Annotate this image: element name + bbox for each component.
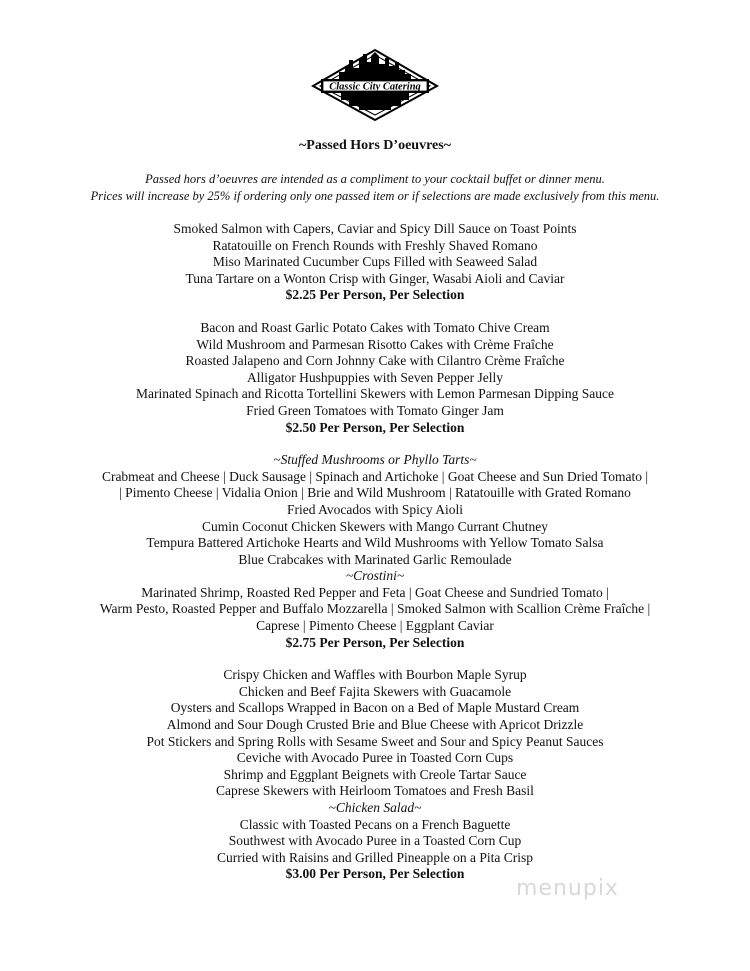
section-price: $2.25 Per Person, Per Selection xyxy=(285,287,465,303)
menu-item: | Pimento Cheese | Vidalia Onion | Brie and Wild Mushroom | Ratatouille with Grated Romano xyxy=(119,485,631,501)
menu-item: Southwest with Avocado Puree in a Toasted Corn Cup xyxy=(228,833,522,849)
menu-item: Ceviche with Avocado Puree in Toasted Corn Cups xyxy=(236,750,514,766)
section-price: $3.00 Per Person, Per Selection xyxy=(285,866,465,882)
menu-item: Roasted Jalapeno and Corn Johnny Cake with Cilantro Crème Fraîche xyxy=(185,353,565,369)
menu-item: Almond and Sour Dough Crusted Brie and Blue Cheese with Apricot Drizzle xyxy=(166,717,584,733)
page-title: ~Passed Hors D’oeuvres~ xyxy=(299,138,451,153)
subheading: ~Stuffed Mushrooms or Phyllo Tarts~ xyxy=(273,452,477,468)
menu-item: Miso Marinated Cucumber Cups Filled with Seaweed Salad xyxy=(212,254,538,270)
menu-item: Curried with Raisins and Grilled Pineapple on a Pita Crisp xyxy=(216,849,534,865)
section-gap xyxy=(0,651,750,667)
menu-item: Blue Crabcakes with Marinated Garlic Remoulade xyxy=(238,551,512,567)
classic-city-catering-logo xyxy=(309,48,441,122)
intro-line: Prices will increase by 25% if ordering only one passed item or if selections are made exclusively from this menu. xyxy=(90,189,660,203)
menu-item: Marinated Shrimp, Roasted Red Pepper and Feta | Goat Cheese and Sundried Tomato | xyxy=(141,584,609,600)
subheading: ~Crostini~ xyxy=(345,568,405,584)
menu-item: Oysters and Scallops Wrapped in Bacon on a Bed of Maple Mustard Cream xyxy=(170,700,580,716)
menu-item: Shrimp and Eggplant Beignets with Creole Tartar Sauce xyxy=(223,766,527,782)
menu-item: Marinated Spinach and Ricotta Tortellini Skewers with Lemon Parmesan Dipping Sauce xyxy=(136,386,614,402)
section-gap xyxy=(0,304,750,320)
intro-line: Passed hors d’oeuvres are intended as a compliment to your cocktail buffet or dinner menu. xyxy=(145,172,605,186)
menu-item: Caprese Skewers with Heirloom Tomatoes and Fresh Basil xyxy=(216,783,534,799)
intro-note xyxy=(0,171,750,205)
menu-item: Bacon and Roast Garlic Potato Cakes with Tomato Chive Cream xyxy=(200,319,550,335)
menu-item: Caprese | Pimento Cheese | Eggplant Caviar xyxy=(256,618,494,634)
logo-text: Classic City Catering xyxy=(329,81,421,93)
section-price: $2.50 Per Person, Per Selection xyxy=(285,419,465,435)
watermark-text: menupix xyxy=(516,876,619,901)
menu-item: Fried Avocados with Spicy Aioli xyxy=(287,501,463,517)
menu-list xyxy=(0,221,750,883)
menu-item: Crispy Chicken and Waffles with Bourbon Maple Syrup xyxy=(223,667,527,683)
menu-item: Chicken and Beef Fajita Skewers with Guacamole xyxy=(238,683,512,699)
menu-item: Warm Pesto, Roasted Pepper and Buffalo Mozzarella | Smoked Salmon with Scallion Crème Fraîche | xyxy=(99,601,651,617)
section-gap xyxy=(0,436,750,452)
menu-item: Pot Stickers and Spring Rolls with Sesame Sweet and Sour and Spicy Peanut Sauces xyxy=(146,733,604,749)
menu-item: Alligator Hushpuppies with Seven Pepper Jelly xyxy=(246,369,504,385)
menu-item: Smoked Salmon with Capers, Caviar and Spicy Dill Sauce on Toast Points xyxy=(173,221,577,236)
menu-item: Fried Green Tomatoes with Tomato Ginger Jam xyxy=(246,402,504,418)
menu-item: Ratatouille on French Rounds with Freshly Shaved Romano xyxy=(212,237,538,253)
menu-item: Wild Mushroom and Parmesan Risotto Cakes with Crème Fraîche xyxy=(196,336,554,352)
menu-item: Tuna Tartare on a Wonton Crisp with Ginger, Wasabi Aioli and Caviar xyxy=(185,270,565,286)
menu-item: Cumin Coconut Chicken Skewers with Mango Currant Chutney xyxy=(201,518,549,534)
menu-item: Classic with Toasted Pecans on a French Baguette xyxy=(239,816,511,832)
menu-item: Crabmeat and Cheese | Duck Sausage | Spinach and Artichoke | Goat Cheese and Sun Dried Tomato | xyxy=(101,468,649,484)
skyline-logo-icon xyxy=(309,48,441,122)
subheading: ~Chicken Salad~ xyxy=(328,800,422,815)
menu-item: Tempura Battered Artichoke Hearts and Wild Mushrooms with Yellow Tomato Salsa xyxy=(146,535,604,551)
section-price: $2.75 Per Person, Per Selection xyxy=(285,634,465,650)
